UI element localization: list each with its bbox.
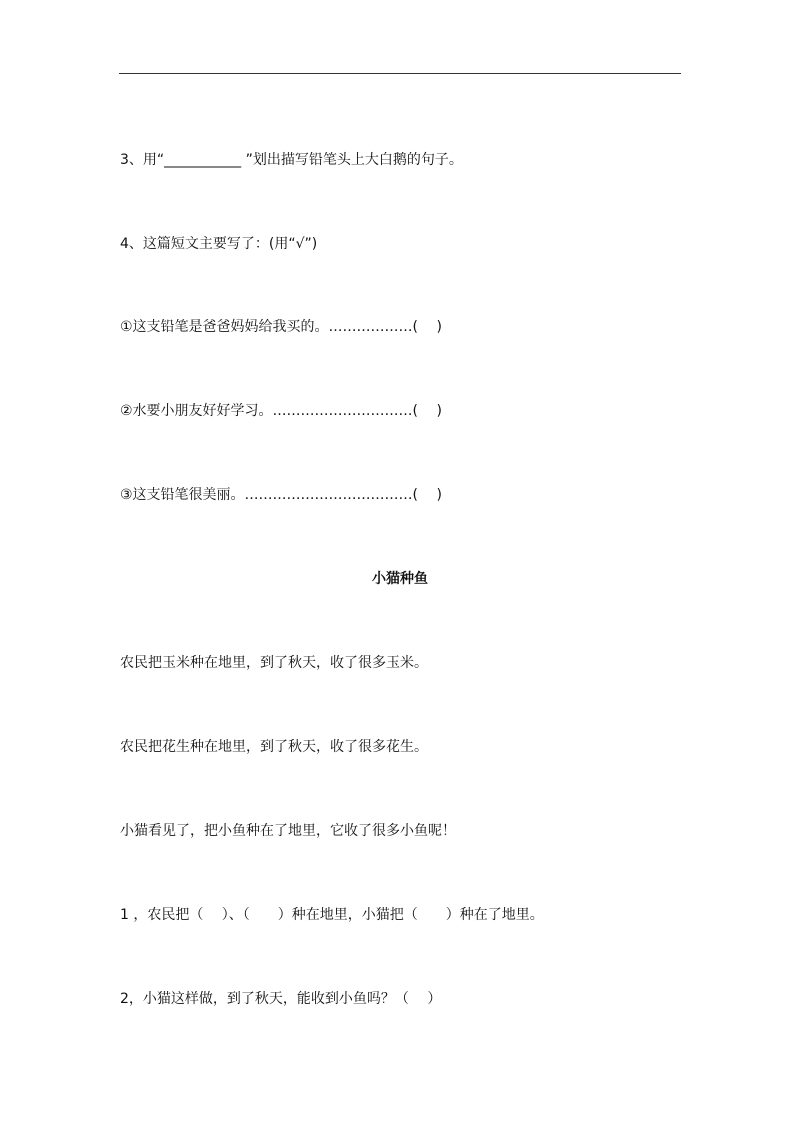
header-rule — [119, 73, 681, 74]
passage-paragraph-2: 农民把花生种在地里，到了秋天，收了很多花生。 — [120, 739, 428, 755]
option-1: ①这支铅笔是爸爸妈妈给我买的。………………( ) — [120, 319, 442, 335]
question-3: 3、用“___________ ”划出描写铅笔头上大白鹅的句子。 — [120, 152, 463, 168]
passage-question-1: 1 ，农民把（ ）、（ ）种在地里，小猫把（ ）种在了地里。 — [120, 907, 544, 923]
option-3: ③这支铅笔很美丽。………………………………( ) — [120, 487, 442, 503]
passage-question-2: 2，小猫这样做，到了秋天，能收到小鱼吗？（ ） — [120, 991, 442, 1007]
option-2: ②水要小朋友好好学习。…………………………( ) — [120, 403, 442, 419]
question-4: 4、这篇短文主要写了：(用“√”) — [120, 236, 318, 252]
passage-paragraph-1: 农民把玉米种在地里，到了秋天，收了很多玉米。 — [120, 655, 428, 671]
passage-title: 小猫种鱼 — [372, 571, 428, 587]
passage-paragraph-3: 小猫看见了，把小鱼种在了地里，它收了很多小鱼呢！ — [120, 823, 456, 839]
